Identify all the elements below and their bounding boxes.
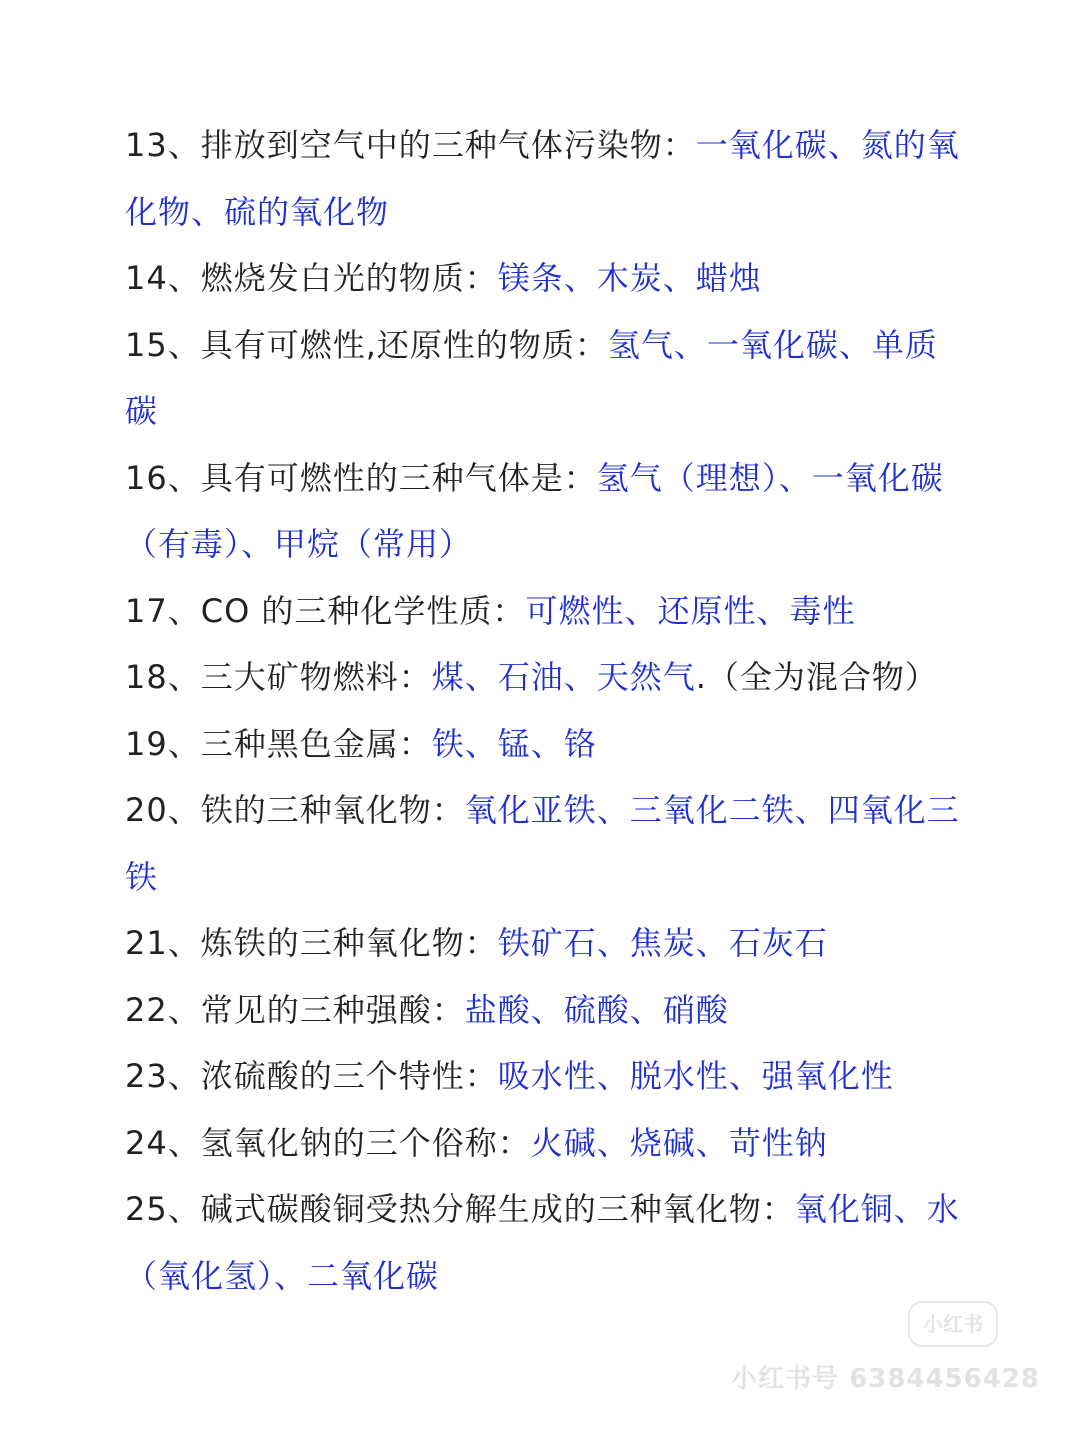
- watermark-text: 小红书号 6384456428: [731, 1364, 1040, 1394]
- item-label: 15、具有可燃性,还原性的物质：: [125, 325, 608, 364]
- list-item: [125, 312, 965, 445]
- item-answer: 氧化亚铁、三氧化二铁、四氧化三铁: [125, 791, 960, 896]
- list-item: [125, 112, 965, 245]
- item-answer: 氢气（理想）、一氧化碳（有毒）、甲烷（常用）: [125, 458, 944, 563]
- item-label: 17、CO 的三种化学性质：: [125, 591, 526, 630]
- knowledge-list: [125, 112, 965, 1309]
- list-item: [125, 245, 965, 312]
- item-answer: 煤、石油、天然气: [431, 658, 696, 696]
- list-item: [125, 1110, 965, 1177]
- list-item: [125, 711, 965, 778]
- list-item: [125, 1176, 965, 1309]
- list-item: [125, 578, 965, 645]
- watermark: [720, 1301, 1040, 1411]
- list-item: [125, 977, 965, 1044]
- item-label: 13、排放到空气中的三种气体污染物：: [125, 126, 696, 164]
- item-answer: 氧化铜、水（氧化氢）、二氧化碳: [125, 1190, 960, 1295]
- item-answer: 可燃性、还原性、毒性: [525, 591, 856, 630]
- list-item: [125, 445, 965, 578]
- item-answer: 镁条、木炭、蜡烛: [497, 259, 762, 297]
- list-item: [125, 1043, 965, 1110]
- item-label: 23、浓硫酸的三个特性：: [125, 1057, 498, 1095]
- item-label: 24、氢氧化钠的三个俗称：: [125, 1123, 531, 1162]
- item-tail: .（全为混合物）: [695, 658, 938, 696]
- list-item: [125, 644, 965, 711]
- watermark-logo: 小红书: [908, 1301, 998, 1347]
- list-item: [125, 910, 965, 977]
- item-label: 16、具有可燃性的三种气体是：: [125, 458, 597, 497]
- item-answer: 氢气、一氧化碳、单质碳: [125, 325, 938, 430]
- item-label: 21、炼铁的三种氧化物：: [125, 924, 498, 962]
- item-answer: 吸水性、脱水性、强氧化性: [497, 1057, 894, 1095]
- item-label: 22、常见的三种强酸：: [125, 990, 465, 1029]
- item-label: 20、铁的三种氧化物：: [125, 791, 465, 829]
- item-answer: 铁、锰、铬: [431, 724, 597, 763]
- list-item: [125, 777, 965, 910]
- item-answer: 铁矿石、焦炭、石灰石: [497, 924, 828, 962]
- item-answer: 火碱、烧碱、苛性钠: [530, 1123, 828, 1162]
- item-label: 19、三种黑色金属：: [125, 724, 432, 763]
- item-label: 25、碱式碳酸铜受热分解生成的三种氧化物：: [125, 1190, 795, 1228]
- item-label: 14、燃烧发白光的物质：: [125, 259, 498, 297]
- item-answer: 盐酸、硫酸、硝酸: [464, 990, 729, 1029]
- item-label: 18、三大矿物燃料：: [125, 658, 432, 696]
- item-answer: 一氧化碳、氮的氧化物、硫的氧化物: [125, 126, 960, 231]
